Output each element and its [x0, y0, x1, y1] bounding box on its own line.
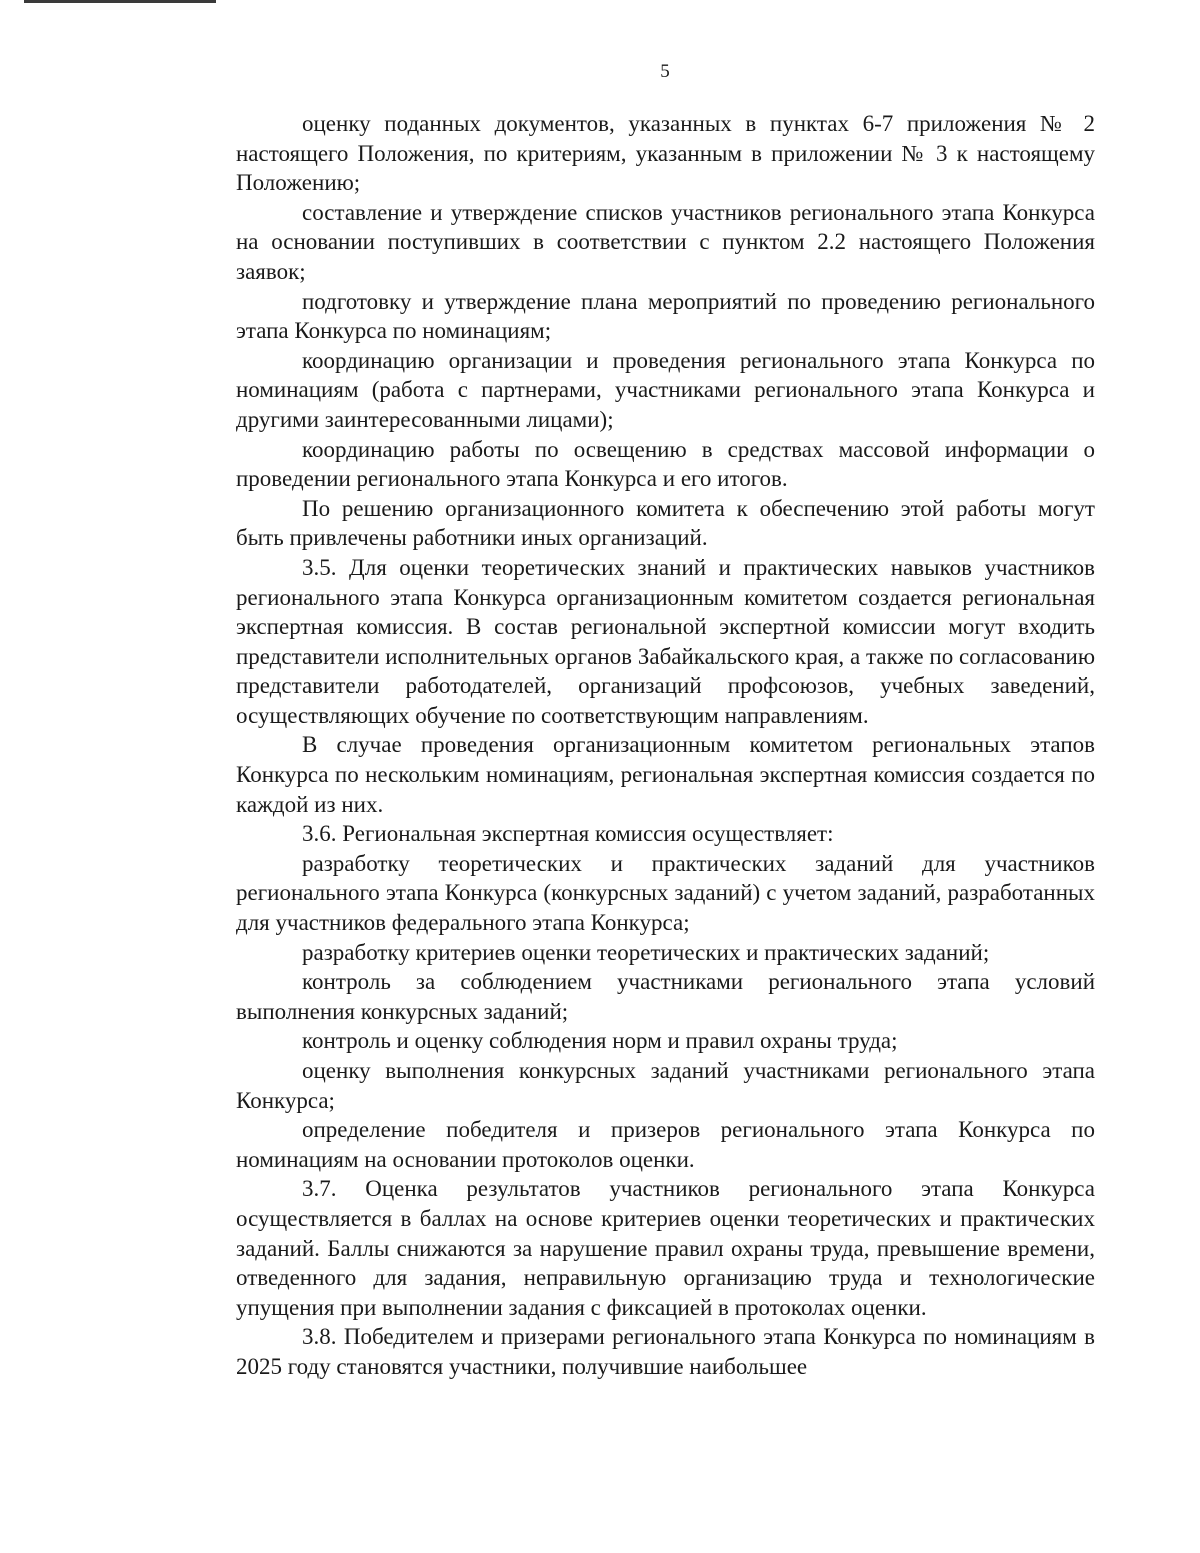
paragraph-3-5: 3.5. Для оценки теоретических знаний и практических навыков участников регионального этапа Конкурса организационным комитетом создается региональная экспертная комиссия. В состав региональной экспертной комиссии могут входить представители исполнительных органов Забайкальского края, а также по согласованию представители работодателей, организаций профсоюзов, учебных заведений, осуществляющих обучение по соответствующим направлениям.	[236, 554, 1095, 728]
paragraph: контроль за соблюдением участниками регионального этапа условий выполнения конкурсных заданий;	[236, 969, 1095, 1024]
paragraph: подготовку и утверждение плана мероприятий по проведению регионального этапа Конкурса по номинациям;	[236, 288, 1095, 344]
paragraph: По решению организационного комитета к обеспечению этой работы могут быть привлечены работники иных организаций.	[236, 495, 1095, 551]
paragraph-3-7: 3.7. Оценка результатов участников регионального этапа Конкурса осуществляется в баллах на основе критериев оценки теоретических и практических заданий. Баллы снижаются за нарушение правил охраны труда, превышение времени, отведенного для задания, неправильную организацию труда и технологические упущения при выполнении задания с фиксацией в протоколах оценки.	[236, 1176, 1095, 1320]
paragraph: оценку поданных документов, указанных в пунктах 6-7 приложения № 2 настоящего Положения, по критериям, указанным в приложении № 3 к настоящему Положению;	[236, 111, 1095, 196]
paragraph: определение победителя и призеров регионального этапа Конкурса по номинациям на основании протоколов оценки.	[236, 1117, 1095, 1172]
paragraph-3-8: 3.8. Победителем и призерами регионального этапа Конкурса по номинациям в 2025 году становятся участники, получившие наибольшее	[236, 1324, 1095, 1379]
paragraph: контроль и оценку соблюдения норм и правил охраны труда;	[302, 1028, 898, 1054]
paragraph: составление и утверждение списков участников регионального этапа Конкурса на основании поступивших в соответствии с пунктом 2.2 настоящего Положения заявок;	[236, 199, 1095, 284]
paragraph: оценку выполнения конкурсных заданий участниками регионального этапа Конкурса;	[236, 1058, 1095, 1113]
paragraph: разработку теоретических и практических заданий для участников регионального этапа Конкурса (конкурсных заданий) с учетом заданий, разработанных для участников федерального этапа Конкурса;	[236, 850, 1095, 936]
page-number: 5	[660, 61, 670, 82]
paragraph-3-6: 3.6. Региональная экспертная комиссия осуществляет:	[302, 821, 834, 847]
paragraph: разработку критериев оценки теоретических и практических заданий;	[302, 939, 990, 965]
paragraph: координацию организации и проведения регионального этапа Конкурса по номинациям (работа с партнерами, участниками регионального этапа Конкурса и другими заинтересованными лицами);	[236, 347, 1095, 432]
scan-edge-line	[24, 0, 216, 3]
document-body	[236, 109, 1095, 1382]
paragraph: координацию работы по освещению в средствах массовой информации о проведении регионального этапа Конкурса и его итогов.	[236, 436, 1095, 492]
paragraph: В случае проведения организационным комитетом региональных этапов Конкурса по нескольким номинациям, региональная экспертная комиссия создается по каждой из них.	[236, 732, 1095, 817]
